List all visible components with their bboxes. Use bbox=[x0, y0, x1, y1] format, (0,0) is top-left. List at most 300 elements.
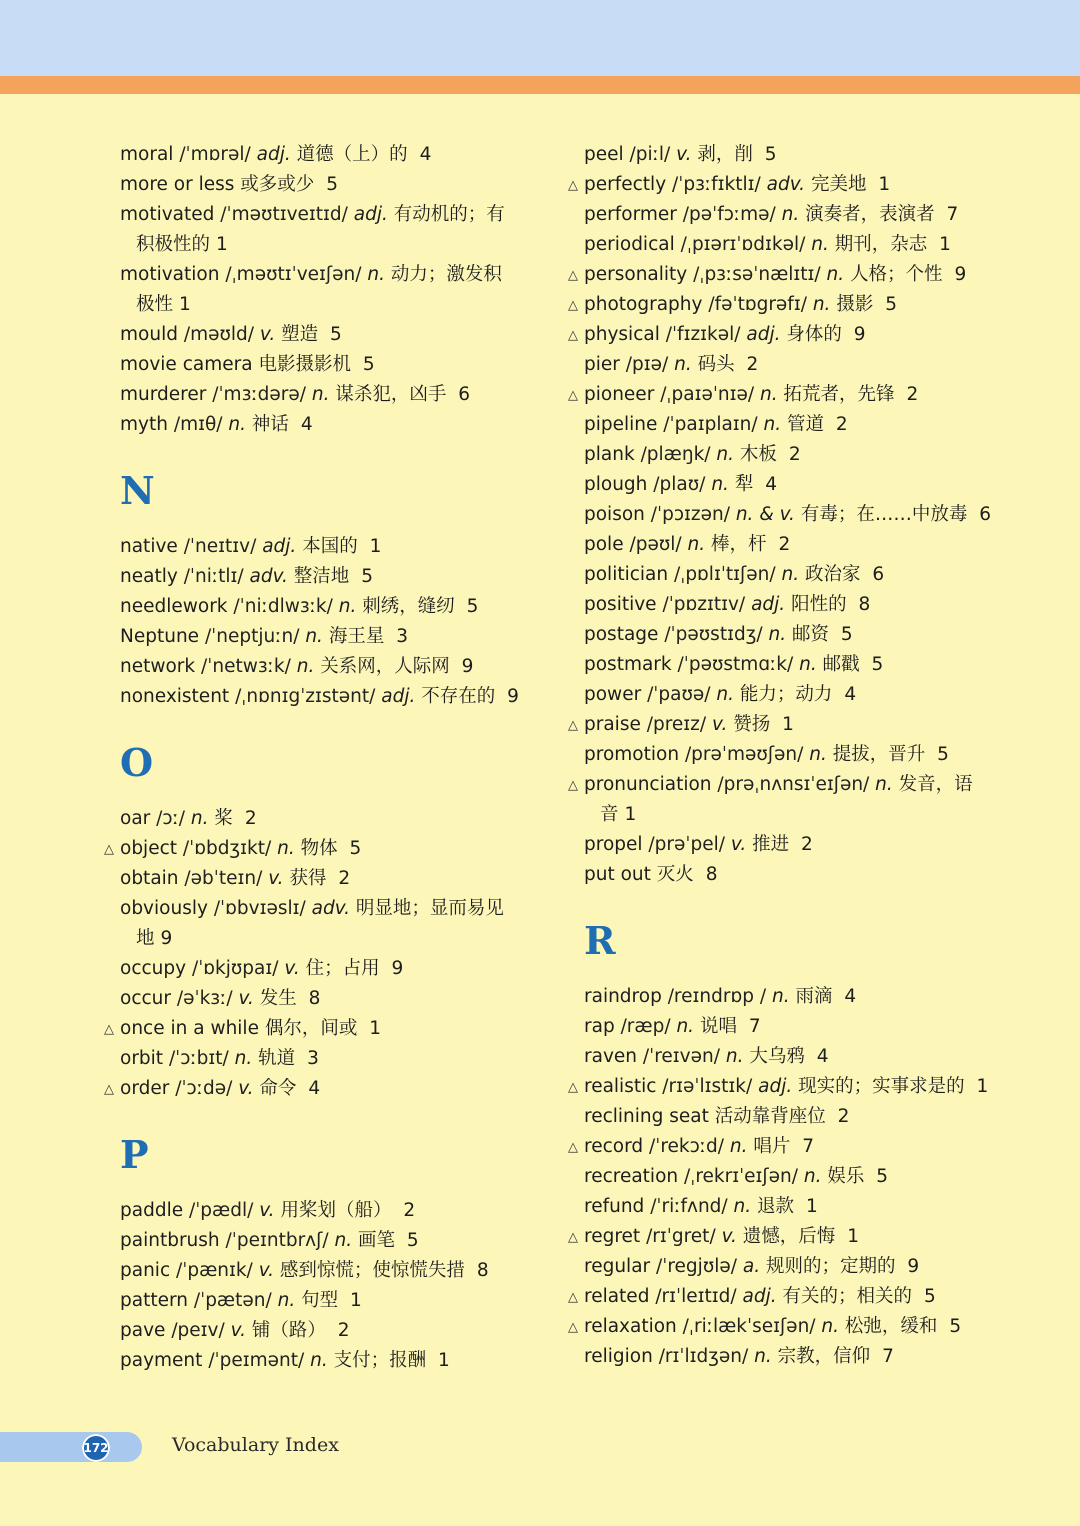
definition: 摄影 bbox=[836, 294, 874, 315]
unit-number: 2 bbox=[746, 354, 759, 375]
vocab-entry bbox=[568, 1252, 998, 1282]
vocab-entry bbox=[104, 170, 534, 200]
phonetic: /ˈpeɪntbrʌʃ/ bbox=[225, 1230, 329, 1251]
headword: put out bbox=[584, 864, 651, 885]
vocab-entry bbox=[568, 860, 998, 890]
part-of-speech: adj. bbox=[381, 686, 416, 707]
vocab-entry bbox=[104, 1014, 534, 1044]
headword: promotion bbox=[584, 744, 680, 765]
part-of-speech: adv. bbox=[311, 898, 351, 919]
unit-number: 1 bbox=[369, 536, 382, 557]
headword: nonexistent bbox=[120, 686, 230, 707]
vocab-entry bbox=[568, 290, 998, 320]
vocab-entry bbox=[104, 1074, 534, 1104]
phonetic: /mɪθ/ bbox=[173, 414, 223, 435]
part-of-speech: v. bbox=[259, 1200, 275, 1221]
part-of-speech: n. bbox=[760, 384, 778, 405]
vocab-entry bbox=[568, 440, 998, 470]
phonetic: /pəˈfɔːmə/ bbox=[682, 204, 776, 225]
phonetic: /ræp/ bbox=[620, 1016, 671, 1037]
definition: 塑造 bbox=[281, 324, 319, 345]
headword: panic bbox=[120, 1260, 171, 1281]
definition: 发生 bbox=[259, 988, 297, 1009]
part-of-speech: n. bbox=[771, 986, 790, 1007]
phonetic: /ˈɔːdə/ bbox=[175, 1078, 233, 1099]
unit-number: 5 bbox=[406, 1230, 419, 1251]
triangle-marker-icon: △ bbox=[568, 1140, 578, 1155]
phonetic: /ˈɒkjʊpaɪ/ bbox=[191, 958, 279, 979]
definition-continuation: 极性 bbox=[136, 294, 174, 315]
unit-number: 3 bbox=[396, 626, 409, 647]
phonetic: /preɪz/ bbox=[646, 714, 707, 735]
headword: religion bbox=[584, 1346, 653, 1367]
phonetic: /ˌpɒlɪˈtɪʃən/ bbox=[674, 564, 776, 585]
unit-number: 2 bbox=[778, 534, 791, 555]
triangle-marker-icon: △ bbox=[568, 778, 578, 793]
headword: obtain bbox=[120, 868, 179, 889]
unit-number: 4 bbox=[816, 1046, 829, 1067]
phonetic: /ˌpɪərɪˈɒdɪkəl/ bbox=[680, 234, 806, 255]
unit-number: 5 bbox=[330, 324, 342, 345]
unit-number: 4 bbox=[844, 684, 857, 705]
triangle-marker-icon: △ bbox=[104, 1022, 114, 1037]
unit-number: 7 bbox=[748, 1016, 761, 1037]
vocab-entry bbox=[568, 1222, 998, 1252]
vocab-entry bbox=[104, 562, 534, 592]
definition-continuation: 积极性的 bbox=[136, 234, 211, 255]
definition: 支付；报酬 bbox=[333, 1350, 427, 1371]
definition: 活动靠背座位 bbox=[714, 1106, 826, 1127]
definition: 明显地；显而易见 bbox=[355, 898, 504, 919]
vocab-entry bbox=[104, 1316, 534, 1346]
definition: 雨滴 bbox=[795, 986, 833, 1007]
definition: 获得 bbox=[289, 868, 327, 889]
part-of-speech: v. bbox=[712, 714, 728, 735]
header-stripe bbox=[0, 76, 1080, 94]
definition: 码头 bbox=[697, 354, 735, 375]
headword: movie camera bbox=[120, 354, 253, 375]
part-of-speech: n. bbox=[676, 1016, 695, 1037]
vocab-entry bbox=[104, 1044, 534, 1074]
unit-number: 2 bbox=[906, 384, 919, 405]
definition: 期刊，杂志 bbox=[834, 234, 928, 255]
phonetic: /prəˌnʌnsɪˈeɪʃən/ bbox=[717, 774, 870, 795]
unit-number: 2 bbox=[835, 414, 848, 435]
vocab-entry bbox=[568, 530, 998, 560]
phonetic: /ˈregjʊlə/ bbox=[656, 1256, 737, 1277]
unit-number: 1 bbox=[438, 1350, 450, 1371]
part-of-speech: n. bbox=[228, 414, 247, 435]
vocab-entry bbox=[104, 1256, 534, 1286]
part-of-speech: n. bbox=[781, 564, 800, 585]
definition: 拓荒者，先锋 bbox=[783, 384, 895, 405]
vocab-entry bbox=[568, 1102, 998, 1132]
definition: 本国的 bbox=[302, 536, 358, 557]
definition: 娱乐 bbox=[827, 1166, 865, 1187]
part-of-speech: n. bbox=[875, 774, 893, 795]
phonetic: /prəˈməʊʃən/ bbox=[684, 744, 804, 765]
unit-number: 4 bbox=[419, 144, 432, 165]
footer-tab bbox=[0, 1432, 142, 1462]
part-of-speech: n. & v. bbox=[735, 504, 795, 525]
part-of-speech: n. bbox=[812, 294, 831, 315]
phonetic: /pəʊl/ bbox=[629, 534, 682, 555]
definition-continued bbox=[120, 290, 534, 320]
unit-number: 5 bbox=[466, 596, 479, 617]
unit-number: 1 bbox=[216, 234, 228, 255]
headword: poison bbox=[584, 504, 645, 525]
unit-number: 4 bbox=[300, 414, 313, 435]
part-of-speech: n. bbox=[277, 838, 295, 859]
vocab-entry bbox=[104, 532, 534, 562]
phonetic: /ˌpaɪəˈnɪə/ bbox=[660, 384, 755, 405]
definition: 有动机的；有 bbox=[393, 204, 505, 225]
phonetic: /rɪˈleɪtɪd/ bbox=[655, 1286, 737, 1307]
section-letter: R bbox=[584, 918, 616, 963]
part-of-speech: adj. bbox=[746, 324, 781, 345]
headword: motivation bbox=[120, 264, 220, 285]
headword: pronunciation bbox=[584, 774, 712, 795]
definition: 现实的；实事求是的 bbox=[798, 1076, 965, 1097]
definition: 完美地 bbox=[810, 174, 867, 195]
headword: payment bbox=[120, 1350, 203, 1371]
definition: 阳性的 bbox=[791, 594, 847, 615]
unit-number: 4 bbox=[308, 1078, 321, 1099]
phonetic: /ˈniːtlɪ/ bbox=[183, 566, 244, 587]
definition: 动力；激发积 bbox=[390, 264, 502, 285]
definition: 关系网，人际网 bbox=[320, 656, 450, 677]
unit-number: 2 bbox=[788, 444, 801, 465]
footer-title: Vocabulary Index bbox=[172, 1434, 339, 1456]
vocab-entry bbox=[568, 200, 998, 230]
phonetic: /ˈpɒzɪtɪv/ bbox=[662, 594, 746, 615]
phonetic: /ˈpɔɪzən/ bbox=[650, 504, 730, 525]
definition: 身体的 bbox=[786, 324, 842, 345]
part-of-speech: n. bbox=[711, 474, 729, 495]
vocab-entry bbox=[568, 380, 998, 410]
phonetic: /ˈpætən/ bbox=[193, 1290, 272, 1311]
definition: 道德（上）的 bbox=[296, 144, 408, 165]
phonetic: /ˈpəʊstmɑːk/ bbox=[677, 654, 794, 675]
headword: pipeline bbox=[584, 414, 658, 435]
definition: 刺绣，缝纫 bbox=[362, 596, 455, 617]
part-of-speech: adv. bbox=[766, 174, 806, 195]
vocab-entry bbox=[568, 1132, 998, 1162]
part-of-speech: n. bbox=[799, 654, 817, 675]
triangle-marker-icon: △ bbox=[104, 1082, 114, 1097]
phonetic: /ˌnɒnɪgˈzɪstənt/ bbox=[235, 686, 376, 707]
triangle-marker-icon: △ bbox=[568, 388, 578, 403]
headword: native bbox=[120, 536, 178, 557]
definition: 规则的；定期的 bbox=[766, 1256, 896, 1277]
headword: occupy bbox=[120, 958, 187, 979]
headword: network bbox=[120, 656, 196, 677]
phonetic: /ˈpænɪk/ bbox=[176, 1260, 253, 1281]
phonetic: /rɪˈlɪdʒən/ bbox=[658, 1346, 749, 1367]
definition: 木板 bbox=[739, 444, 777, 465]
unit-number: 2 bbox=[403, 1200, 416, 1221]
headword: Neptune bbox=[120, 626, 200, 647]
definition: 住；占用 bbox=[305, 958, 380, 979]
part-of-speech: n. bbox=[811, 234, 829, 255]
part-of-speech: adv. bbox=[249, 566, 288, 587]
vocab-entry bbox=[568, 710, 998, 740]
unit-number: 2 bbox=[244, 808, 257, 829]
headword: postage bbox=[584, 624, 659, 645]
vocab-entry bbox=[568, 320, 998, 350]
phonetic: /ˈpəʊstɪdʒ/ bbox=[664, 624, 763, 645]
headword: regret bbox=[584, 1226, 641, 1247]
definition: 或多或少 bbox=[240, 174, 315, 195]
part-of-speech: n. bbox=[803, 1166, 822, 1187]
headword: praise bbox=[584, 714, 641, 735]
headword: paddle bbox=[120, 1200, 184, 1221]
headword: positive bbox=[584, 594, 657, 615]
headword: record bbox=[584, 1136, 644, 1157]
part-of-speech: n. bbox=[687, 534, 706, 555]
vocab-entry bbox=[104, 140, 534, 170]
unit-number: 9 bbox=[461, 656, 474, 677]
vocab-entry bbox=[568, 1342, 998, 1372]
vocab-entry bbox=[568, 680, 998, 710]
unit-number: 7 bbox=[802, 1136, 815, 1157]
definition: 邮戳 bbox=[822, 654, 860, 675]
vocab-entry bbox=[104, 1286, 534, 1316]
vocab-entry bbox=[568, 260, 998, 290]
unit-number: 5 bbox=[361, 566, 373, 587]
vocab-entry bbox=[568, 350, 998, 380]
vocab-entry bbox=[568, 1162, 998, 1192]
vocab-entry bbox=[104, 682, 534, 712]
vocab-entry bbox=[568, 1072, 998, 1102]
part-of-speech: adj. bbox=[751, 594, 786, 615]
unit-number: 1 bbox=[939, 234, 951, 255]
phonetic: /ˈɒbdʒɪkt/ bbox=[182, 838, 272, 859]
phonetic: /ˌpɜːsəˈnælɪtɪ/ bbox=[693, 264, 821, 285]
vocab-entry bbox=[104, 622, 534, 652]
vocab-entry bbox=[568, 1192, 998, 1222]
triangle-marker-icon: △ bbox=[568, 1230, 578, 1245]
unit-number: 6 bbox=[979, 504, 992, 525]
unit-number: 2 bbox=[801, 834, 813, 855]
vocab-entry bbox=[568, 620, 998, 650]
vocab-entry bbox=[104, 380, 534, 410]
definition: 政治家 bbox=[804, 564, 861, 585]
vocab-entry bbox=[104, 260, 534, 320]
headword: neatly bbox=[120, 566, 178, 587]
unit-number: 5 bbox=[949, 1316, 962, 1337]
headword: recreation bbox=[584, 1166, 679, 1187]
part-of-speech: v. bbox=[238, 1078, 254, 1099]
phonetic: /peɪv/ bbox=[171, 1320, 225, 1341]
headword: periodical bbox=[584, 234, 675, 255]
triangle-marker-icon: △ bbox=[568, 1320, 578, 1335]
part-of-speech: adj. bbox=[256, 144, 291, 165]
phonetic: /reɪndrɒp / bbox=[667, 986, 767, 1007]
part-of-speech: v. bbox=[230, 1320, 246, 1341]
part-of-speech: v. bbox=[676, 144, 692, 165]
triangle-marker-icon: △ bbox=[568, 1080, 578, 1095]
vocab-entry bbox=[104, 984, 534, 1014]
phonetic: /rɪˈgret/ bbox=[646, 1226, 716, 1247]
headword: obviously bbox=[120, 898, 208, 919]
phonetic: /ˈməʊtɪveɪtɪd/ bbox=[220, 204, 348, 225]
headword: regular bbox=[584, 1256, 651, 1277]
phonetic: /əbˈteɪn/ bbox=[184, 868, 263, 889]
phonetic: /ˈfɪzɪkəl/ bbox=[665, 324, 741, 345]
part-of-speech: n. bbox=[310, 1350, 328, 1371]
headword: needlework bbox=[120, 596, 228, 617]
phonetic: /ˈɔːbɪt/ bbox=[168, 1048, 229, 1069]
definition: 说唱 bbox=[699, 1016, 737, 1037]
unit-number: 9 bbox=[160, 928, 173, 949]
definition: 偶尔，间或 bbox=[264, 1018, 358, 1039]
part-of-speech: n. bbox=[234, 1048, 253, 1069]
vocab-entry bbox=[104, 804, 534, 834]
headword: orbit bbox=[120, 1048, 164, 1069]
unit-number: 8 bbox=[308, 988, 321, 1009]
headword: realistic bbox=[584, 1076, 657, 1097]
vocab-entry bbox=[568, 230, 998, 260]
part-of-speech: n. bbox=[338, 596, 357, 617]
headword: raindrop bbox=[584, 986, 662, 1007]
vocab-entry bbox=[104, 1346, 534, 1376]
phonetic: /ˈrekɔːd/ bbox=[649, 1136, 724, 1157]
headword: raven bbox=[584, 1046, 637, 1067]
unit-number: 1 bbox=[179, 294, 191, 315]
vocab-entry bbox=[568, 770, 998, 830]
part-of-speech: adj. bbox=[262, 536, 297, 557]
vocab-entry bbox=[568, 590, 998, 620]
vocab-entry bbox=[568, 650, 998, 680]
unit-number: 4 bbox=[844, 986, 857, 1007]
vocab-entry bbox=[568, 410, 998, 440]
part-of-speech: n. bbox=[809, 744, 827, 765]
phonetic: /ˈɒbvɪəslɪ/ bbox=[213, 898, 306, 919]
part-of-speech: n. bbox=[277, 1290, 296, 1311]
unit-number: 9 bbox=[853, 324, 866, 345]
phonetic: /ˈpɜːfɪktlɪ/ bbox=[672, 174, 761, 195]
definition: 宗教，信仰 bbox=[777, 1346, 871, 1367]
vocab-entry bbox=[104, 954, 534, 984]
part-of-speech: n. bbox=[674, 354, 692, 375]
vocab-entry bbox=[568, 1012, 998, 1042]
definition: 棒，杆 bbox=[711, 534, 767, 555]
part-of-speech: n. bbox=[725, 1046, 744, 1067]
definition: 神话 bbox=[251, 414, 289, 435]
definition: 命令 bbox=[259, 1078, 297, 1099]
headword: pier bbox=[584, 354, 620, 375]
definition: 灭火 bbox=[656, 864, 694, 885]
definition: 演奏者，表演者 bbox=[805, 204, 935, 225]
part-of-speech: a. bbox=[742, 1256, 761, 1277]
triangle-marker-icon: △ bbox=[568, 328, 578, 343]
definition-continued bbox=[120, 230, 534, 260]
definition: 轨道 bbox=[258, 1048, 296, 1069]
headword: more or less bbox=[120, 174, 235, 195]
triangle-marker-icon: △ bbox=[568, 1290, 578, 1305]
vocab-entry bbox=[104, 1196, 534, 1226]
unit-number: 9 bbox=[954, 264, 967, 285]
unit-number: 1 bbox=[782, 714, 794, 735]
definition: 遗憾，后悔 bbox=[742, 1226, 836, 1247]
triangle-marker-icon: △ bbox=[568, 298, 578, 313]
headword: politician bbox=[584, 564, 669, 585]
part-of-speech: n. bbox=[334, 1230, 353, 1251]
unit-number: 7 bbox=[882, 1346, 894, 1367]
phonetic: /ˌrekrɪˈeɪʃən/ bbox=[684, 1166, 798, 1187]
phonetic: /piːl/ bbox=[629, 144, 671, 165]
part-of-speech: n. bbox=[821, 1316, 840, 1337]
unit-number: 1 bbox=[350, 1290, 362, 1311]
headword: physical bbox=[584, 324, 660, 345]
part-of-speech: v. bbox=[268, 868, 284, 889]
triangle-marker-icon: △ bbox=[104, 842, 114, 857]
headword: postmark bbox=[584, 654, 672, 675]
vocab-entry bbox=[104, 350, 534, 380]
headword: plank bbox=[584, 444, 635, 465]
phonetic: /ˈnetwɜːk/ bbox=[201, 656, 291, 677]
unit-number: 1 bbox=[976, 1076, 989, 1097]
unit-number: 6 bbox=[872, 564, 885, 585]
definition: 感到惊慌；使惊慌失措 bbox=[279, 1260, 465, 1281]
headword: power bbox=[584, 684, 642, 705]
headword: plough bbox=[584, 474, 648, 495]
left-index-column bbox=[104, 140, 534, 1376]
header-band bbox=[0, 0, 1080, 76]
phonetic: /ˌriːlækˈseɪʃən/ bbox=[682, 1316, 816, 1337]
definition-continued bbox=[120, 924, 534, 954]
definition: 松弛，缓和 bbox=[844, 1316, 938, 1337]
vocab-entry bbox=[568, 1042, 998, 1072]
vocab-entry bbox=[568, 1282, 998, 1312]
headword: reclining seat bbox=[584, 1106, 709, 1127]
definition: 海王星 bbox=[328, 626, 385, 647]
part-of-speech: adj. bbox=[758, 1076, 793, 1097]
headword: propel bbox=[584, 834, 643, 855]
part-of-speech: n. bbox=[305, 626, 323, 647]
phonetic: /əˈkɜː/ bbox=[176, 988, 233, 1009]
unit-number: 8 bbox=[476, 1260, 489, 1281]
unit-number: 1 bbox=[878, 174, 891, 195]
vocab-entry bbox=[104, 834, 534, 864]
vocab-entry bbox=[104, 200, 534, 260]
headword: pave bbox=[120, 1320, 166, 1341]
unit-number: 5 bbox=[362, 354, 375, 375]
part-of-speech: v. bbox=[284, 958, 300, 979]
part-of-speech: v. bbox=[259, 324, 276, 345]
vocab-entry bbox=[104, 320, 534, 350]
unit-number: 1 bbox=[805, 1196, 818, 1217]
part-of-speech: n. bbox=[729, 1136, 748, 1157]
part-of-speech: v. bbox=[721, 1226, 737, 1247]
unit-number: 2 bbox=[337, 1320, 350, 1341]
part-of-speech: v. bbox=[730, 834, 747, 855]
phonetic: /plæŋk/ bbox=[640, 444, 711, 465]
vocab-entry bbox=[568, 170, 998, 200]
unit-number: 5 bbox=[885, 294, 897, 315]
part-of-speech: n. bbox=[754, 1346, 772, 1367]
definition: 犁 bbox=[734, 474, 754, 495]
headword: motivated bbox=[120, 204, 215, 225]
phonetic: /ˈreɪvən/ bbox=[642, 1046, 720, 1067]
unit-number: 8 bbox=[858, 594, 871, 615]
part-of-speech: n. bbox=[733, 1196, 752, 1217]
vocab-entry bbox=[568, 830, 998, 860]
part-of-speech: n. bbox=[190, 808, 209, 829]
definition: 提拔，晋升 bbox=[832, 744, 926, 765]
definition: 不存在的 bbox=[421, 686, 496, 707]
